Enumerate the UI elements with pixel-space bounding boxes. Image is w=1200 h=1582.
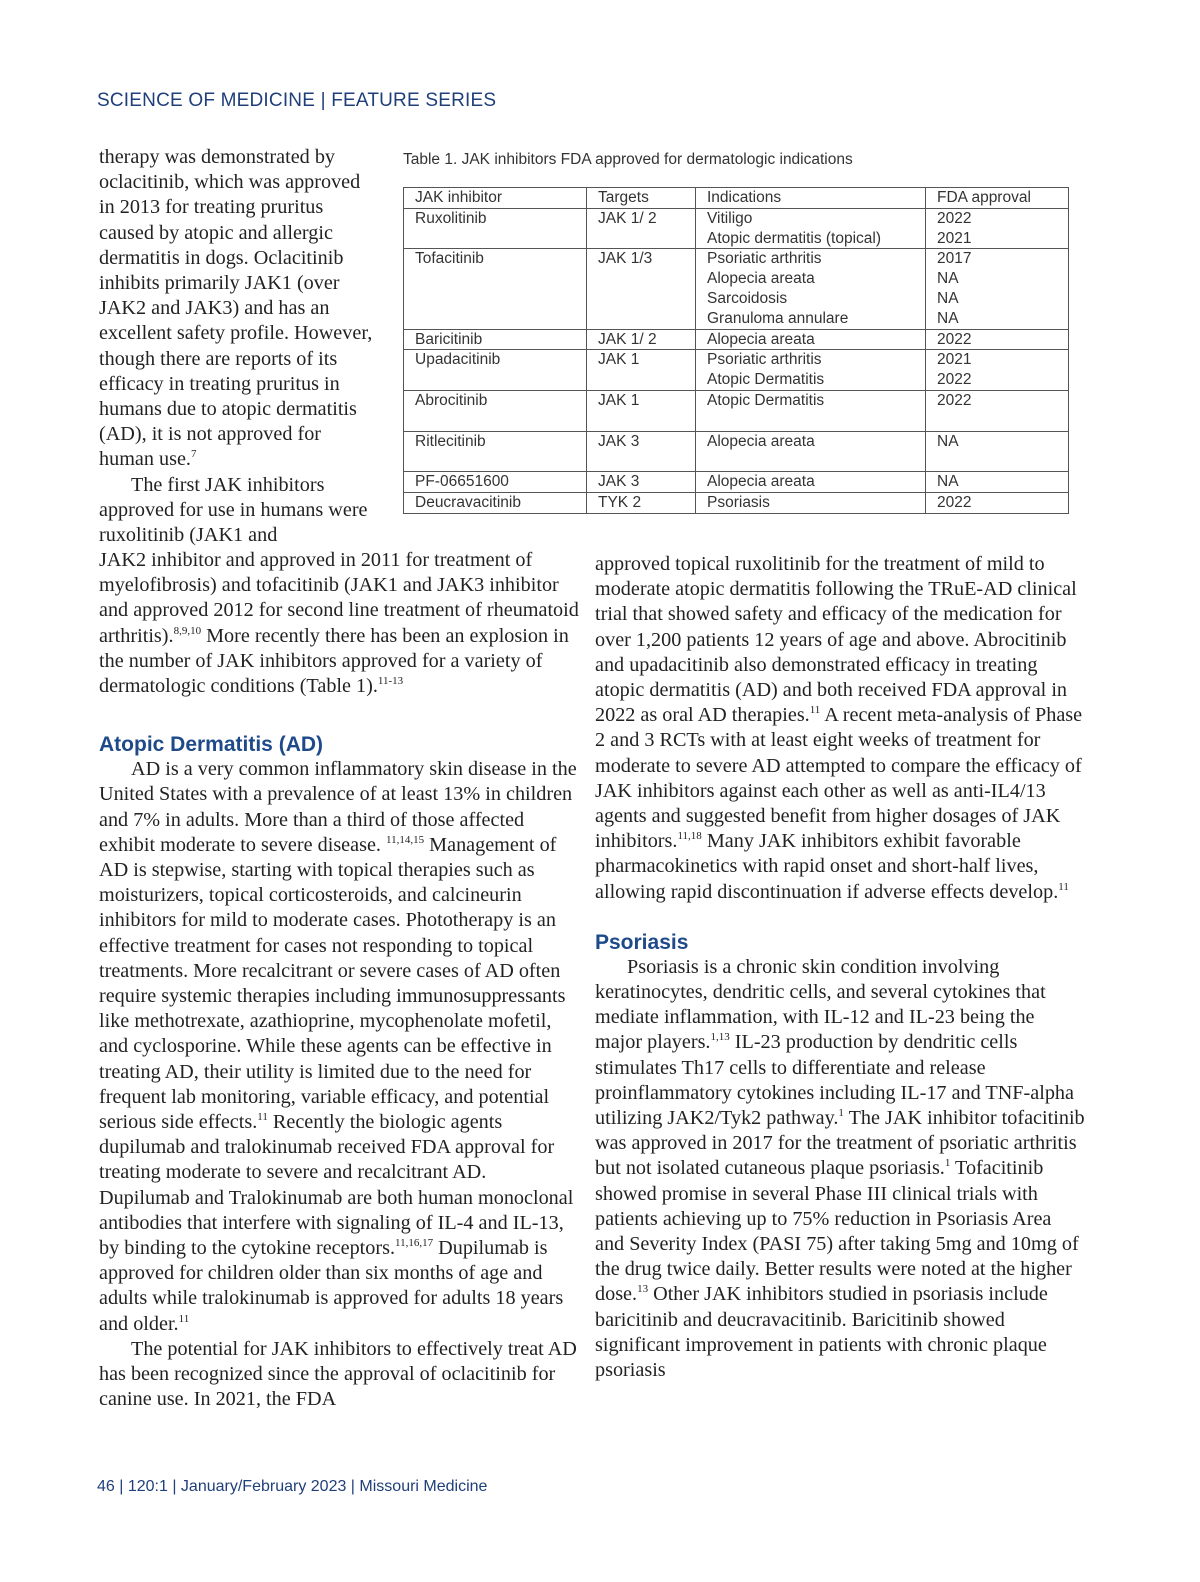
- citation-superscript: 11: [257, 1111, 268, 1124]
- cell-indications-line: Sarcoidosis: [707, 289, 788, 307]
- table-row: [404, 492, 1069, 513]
- cell-indications: [696, 208, 926, 249]
- cell-indications-line: Alopecia areata: [707, 330, 815, 348]
- text-run: Tofacitinib showed promise in several Phase III clinical trials with patients achieving up to 75% reduction in Psoriasis Area and Severity Index (PASI 75) after taking 5mg and 10mg of the drug twice daily. Better results were noted at the higher dose.: [595, 1157, 1079, 1306]
- citation-superscript: 13: [637, 1283, 649, 1296]
- cell-fda-approval: [926, 390, 1069, 431]
- citation-superscript: 11: [809, 704, 821, 717]
- table-row: [404, 390, 1069, 431]
- cell-fda-approval-line: 2022: [937, 209, 972, 227]
- text-run: Management of AD is stepwise, starting with topical therapies such as moisturizers, topical corticosteroids, and calcineurin inhibitors for mild to moderate cases. Phototherapy is an effective treatment for cases not responding to topical treatments. More recalcitrant or severe cases of AD often require systemic therapies including immunosuppressants like methotrexate, azathioprine, mycophenolate mofetil, and cyclosporine. While these agents can be effective in treating AD, their utility is limited due to the need for frequent lab monitoring, variable efficacy, and potential serious side effects.: [99, 833, 566, 1134]
- cell-indications-line: Psoriasis: [707, 493, 770, 511]
- ad-paragraph-2: [99, 1337, 579, 1413]
- table-row: [404, 350, 1069, 391]
- cell-fda-approval-line: NA: [937, 473, 959, 491]
- text-run: Psoriasis is a chronic skin condition involving keratinocytes, dendritic cells, and several cytokines that mediate inflammation, with IL-12 and IL-23 being the major players.: [595, 955, 1046, 1054]
- citation-superscript: 1,13: [710, 1031, 730, 1044]
- text-run: JAK2 inhibitor and approved in 2011 for treatment of myelofibrosis) and tofacitinib (JAK1 and JAK3 inhibitor and approved 2012 for second line treatment of rheumatoid arthritis).: [99, 549, 579, 647]
- intro-paragraph-2-lead-text: The first JAK inhibitors approved for use in humans were ruxolitinib (JAK1 and: [99, 473, 368, 547]
- text-run: A recent meta-analysis of Phase 2 and 3 RCTs with at least eight weeks of treatment for moderate to severe AD attempted to compare the efficacy of JAK inhibitors against each other as well as anti-IL4/13 agents and suggested benefit from higher dosages of JAK inhibitors.: [595, 704, 1083, 853]
- cell-indications-line: Atopic Dermatitis: [707, 391, 825, 409]
- cell-indications-line: Vitiligo: [707, 209, 753, 227]
- cell-targets: JAK 1/3: [587, 249, 696, 329]
- text-run: Recently the biologic agents dupilumab and tralokinumab received FDA approval for treating moderate to severe and recalcitrant AD. Dupilumab and Tralokinumab are both human monoclonal antibodies that interfere with signaling of IL-4 and IL-13, by binding to the cytokine receptors.: [99, 1111, 574, 1260]
- table-row: [404, 472, 1069, 493]
- cell-fda-approval: [926, 492, 1069, 513]
- cell-targets: JAK 1: [587, 350, 696, 391]
- cell-inhibitor: Ruxolitinib: [404, 208, 587, 249]
- cell-fda-approval-line: NA: [937, 270, 959, 288]
- intro-paragraph-2-continued: [99, 548, 579, 699]
- cell-indications: [696, 431, 926, 472]
- citation-superscript: 8,9,10: [173, 624, 202, 637]
- cell-fda-approval-line: 2022: [937, 330, 972, 348]
- ad-paragraph-1: [99, 757, 579, 1337]
- cell-inhibitor: PF-06651600: [404, 472, 587, 493]
- left-column: [99, 548, 579, 1413]
- table-row: [404, 329, 1069, 350]
- cell-inhibitor: Deucravacitinib: [404, 492, 587, 513]
- cell-indications-line: Granuloma annulare: [707, 309, 849, 327]
- cell-inhibitor: Upadacitinib: [404, 350, 587, 391]
- table-row: [404, 249, 1069, 329]
- cell-fda-approval: [926, 350, 1069, 391]
- text-run: The JAK inhibitor tofacitinib was approved in 2017 for the treatment of psoriatic arthritis but not isolated cutaneous plaque psoriasis.: [595, 1107, 1085, 1180]
- text-run: Dupilumab is approved for children older than six months of age and adults while tralokinumab is approved for adults 18 years and older.: [99, 1237, 564, 1335]
- citation-superscript: 11,14,15: [386, 833, 425, 846]
- cell-indications: [696, 390, 926, 431]
- cell-fda-approval-line: NA: [937, 432, 959, 450]
- cell-indications-line: Atopic dermatitis (topical): [707, 229, 882, 247]
- cell-indications: [696, 329, 926, 350]
- page-footer: 46 | 120:1 | January/February 2023 | Missouri Medicine: [97, 1478, 488, 1495]
- cell-inhibitor: Baricitinib: [404, 329, 587, 350]
- jak-inhibitors-table: [403, 187, 1069, 514]
- cell-fda-approval-line: [937, 411, 1068, 431]
- text-run: IL-23 production by dendritic cells stimulates Th17 cells to differentiate and release proinflammatory cytokines including IL-17 and TNF-alpha utilizing JAK2/Tyk2 pathway.: [595, 1031, 1074, 1130]
- text-run: therapy was demonstrated by oclacitinib, which was approved in 2013 for treating pruritus caused by atopic and allergic dermatitis in dogs. Oclacitinib inhibits primarily JAK1 (over JAK2 and JAK3) and has an excellent safety profile. However, though there are reports of its efficacy in treating pruritus in humans due to atopic dermatitis (AD), it is not approved for human use.: [99, 146, 373, 471]
- table-row: [404, 208, 1069, 249]
- psoriasis-paragraph-1: [595, 955, 1085, 1383]
- header-cell-targets: Targets: [587, 188, 696, 209]
- cell-fda-approval-line: 2021: [937, 351, 972, 369]
- citation-superscript: 11,16,17: [395, 1237, 434, 1250]
- cell-indications: [696, 350, 926, 391]
- section-heading-atopic-dermatitis: Atopic Dermatitis (AD): [99, 733, 324, 757]
- cell-targets: JAK 1/ 2: [587, 208, 696, 249]
- cell-fda-approval-line: [937, 451, 1068, 471]
- citation-superscript: 7: [190, 448, 197, 461]
- cell-fda-approval: [926, 329, 1069, 350]
- cell-targets: JAK 3: [587, 431, 696, 472]
- intro-paragraph-2-lead: [99, 473, 379, 549]
- cell-inhibitor: Ritlecitinib: [404, 431, 587, 472]
- header-cell-inhibitor: JAK inhibitor: [404, 188, 587, 209]
- cell-targets: JAK 1/ 2: [587, 329, 696, 350]
- table-header-row: [404, 188, 1069, 209]
- table-caption: Table 1. JAK inhibitors FDA approved for dermatologic indications: [403, 151, 853, 168]
- header-cell-indications: Indications: [696, 188, 926, 209]
- right-column: [595, 552, 1085, 1383]
- cell-indications: [696, 472, 926, 493]
- cell-targets: JAK 1: [587, 390, 696, 431]
- cell-fda-approval: [926, 431, 1069, 472]
- cell-fda-approval-line: NA: [937, 289, 959, 307]
- running-head: SCIENCE OF MEDICINE | FEATURE SERIES: [97, 90, 497, 111]
- cell-indications: [696, 492, 926, 513]
- cell-indications-line: Alopecia areata: [707, 473, 815, 491]
- cell-indications-line: Psoriatic arthritis: [707, 351, 822, 369]
- cell-fda-approval-line: 2022: [937, 371, 972, 389]
- cell-fda-approval: [926, 472, 1069, 493]
- citation-superscript: 1: [838, 1107, 844, 1120]
- text-run: More recently there has been an explosion in the number of JAK inhibitors approved for a variety of dermatologic conditions (Table 1).: [99, 624, 569, 698]
- cell-indications-line: [707, 411, 925, 431]
- cell-fda-approval-line: 2022: [937, 391, 972, 409]
- text-run: Other JAK inhibitors studied in psoriasis include baricitinib and deucravacitinib. Baricitinib showed significant improvement in patients with chronic plaque psoriasis: [595, 1283, 1048, 1382]
- citation-superscript: 11: [178, 1312, 190, 1325]
- intro-paragraph-1: [99, 145, 379, 473]
- cell-indications-line: [707, 451, 925, 471]
- cell-indications-line: Psoriatic arthritis: [707, 250, 822, 268]
- cell-indications-line: Alopecia areata: [707, 270, 815, 288]
- citation-superscript: 11: [1058, 880, 1069, 893]
- citation-superscript: 11,18: [677, 830, 702, 843]
- citation-superscript: 11-13: [377, 675, 404, 688]
- cell-fda-approval-line: 2017: [937, 250, 972, 268]
- table-body: [404, 208, 1069, 513]
- cell-fda-approval-line: 2022: [937, 493, 972, 511]
- cell-indications-line: Alopecia areata: [707, 432, 815, 450]
- cell-inhibitor: Abrocitinib: [404, 390, 587, 431]
- cell-fda-approval-line: NA: [937, 309, 959, 327]
- text-run: approved topical ruxolitinib for the treatment of mild to moderate atopic dermatitis following the TRuE-AD clinical trial that showed safety and efficacy of the medication for over 1,200 patients 12 years of age and above. Abrocitinib and upadacitinib also demonstrated efficacy in treating atopic dermatitis (AD) and both received FDA approval in 2022 as oral AD therapies.: [595, 553, 1077, 727]
- cell-indications: [696, 249, 926, 329]
- cell-indications-line: Atopic Dermatitis: [707, 371, 825, 389]
- cell-targets: JAK 3: [587, 472, 696, 493]
- ad-paragraph-2-continued: [595, 552, 1085, 905]
- cell-fda-approval: [926, 208, 1069, 249]
- cell-targets: TYK 2: [587, 492, 696, 513]
- header-cell-fda-approval: FDA approval: [926, 188, 1069, 209]
- cell-fda-approval-line: 2021: [937, 229, 972, 247]
- table-row: [404, 431, 1069, 472]
- intro-narrow-column: [99, 145, 379, 548]
- text-run: Many JAK inhibitors exhibit favorable pharmacokinetics with rapid onset and short-half lives, allowing rapid discontinuation if adverse effects develop.: [595, 830, 1059, 903]
- cell-fda-approval: [926, 249, 1069, 329]
- citation-superscript: 1: [944, 1157, 951, 1170]
- section-heading-psoriasis: Psoriasis: [595, 930, 689, 954]
- text-run: The potential for JAK inhibitors to effectively treat AD has been recognized since the approval of oclacitinib for canine use. In 2021, the FDA: [99, 1337, 577, 1411]
- text-run: AD is a very common inflammatory skin disease in the United States with a prevalence of at least 13% in children and 7% in adults. More than a third of those affected exhibit moderate to severe disease.: [99, 758, 577, 856]
- cell-inhibitor: Tofacitinib: [404, 249, 587, 329]
